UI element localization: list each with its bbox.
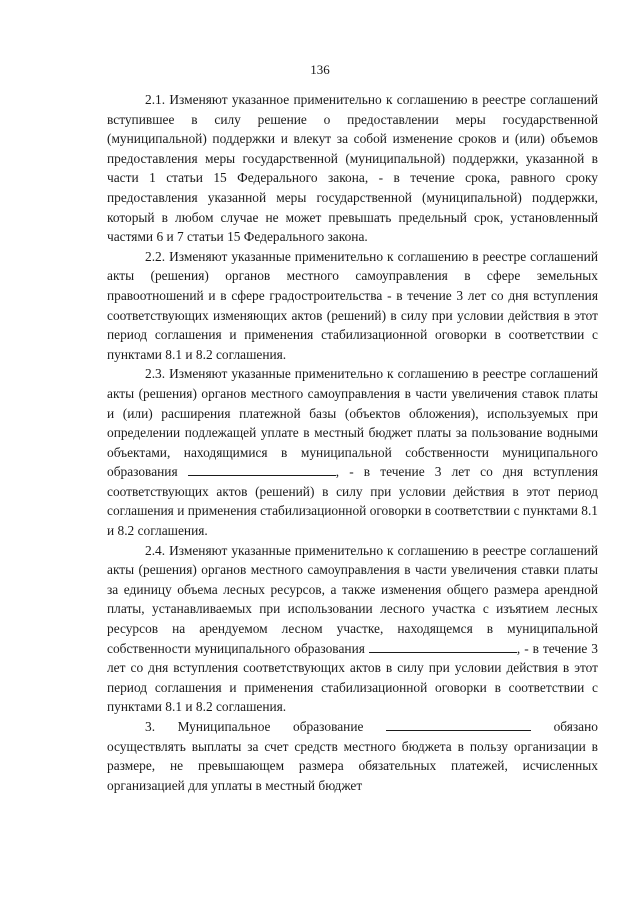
paragraph-2-4 [107,541,598,717]
paragraph-2-3 [107,364,598,540]
blank-line [369,640,517,653]
paragraph-2-3-text-after: , - в течение 3 лет со дня вступления соответствующих актов (решений) в силу при условии действия в этот период соглашения и применения стабилизационной оговорки в соответствии с пунктами 8.1 и 8.2 соглашения. [107,464,598,539]
blank-line [188,463,336,476]
paragraph-2-2 [107,247,598,365]
paragraph-2-1-text: 2.1. Изменяют указанное применительно к соглашению в реестре соглашений вступившее в силу решение о предоставлении меры государственной (муниципальной) поддержки и влекут за собой изменение сроков и (или) объемов предоставления меры государственной (муниципальной) поддержки, указанной в части 1 статьи 15 Федерального закона, - в течение срока, равного сроку предоставления указанной меры государственной (муниципальной) поддержки, который в любом случае не может превышать предельный срок, установленный частями 6 и 7 статьи 15 Федерального закона. [107,92,598,245]
paragraph-3 [107,717,598,795]
paragraph-2-4-text-after: , - в течение 3 лет со дня вступления соответствующих актов в силу при условии действия в этот период соглашения и применения стабилизационной оговорки в соответствии с пунктами 8.1 и 8.2 соглашения. [107,640,598,715]
paragraph-3-text-before: 3. Муниципальное образование [145,719,364,734]
paragraph-2-3-text-before: 2.3. Изменяют указанные применительно к соглашению в реестре соглашений акты (решения) органов местного самоуправления в части увеличения ставок платы и (или) расширения платежной базы (объектов обложения), используемых при определении подлежащей уплате в местный бюджет платы за пользование водными объектами, находящимися в муниципальной собственности муниципального образования [107,366,598,480]
document-body [107,90,598,795]
paragraph-2-4-text-before: 2.4. Изменяют указанные применительно к соглашению в реестре соглашений акты (решения) органов местного самоуправления в части увеличения ставки платы за единицу объема лесных ресурсов, а также изменения общего размера арендной платы, устанавливаемых при использовании лесного участка с изъятием лесных ресурсов на арендуемом лесном участке, находящемся в муниципальной собственности муниципального образования [107,542,598,656]
paragraph-2-2-text: 2.2. Изменяют указанные применительно к соглашению в реестре соглашений акты (решения) органов местного самоуправления в сфере земельных правоотношений и в сфере градостроительства - в течение 3 лет со дня вступления соответствующих изменяющих актов (решений) в силу при условии действия в этот период соглашения и применения стабилизационной оговорки в соответствии с пунктами 8.1 и 8.2 соглашения. [107,248,598,362]
paragraph-2-1 [107,90,598,247]
page-number: 136 [310,62,330,77]
paragraph-3-text-after: обязано осуществлять выплаты за счет средств местного бюджета в пользу организации в размере, не превышающем размера обязательных платежей, исчисленных организацией для уплаты в местный бюджет [107,719,598,793]
blank-line [386,718,531,731]
